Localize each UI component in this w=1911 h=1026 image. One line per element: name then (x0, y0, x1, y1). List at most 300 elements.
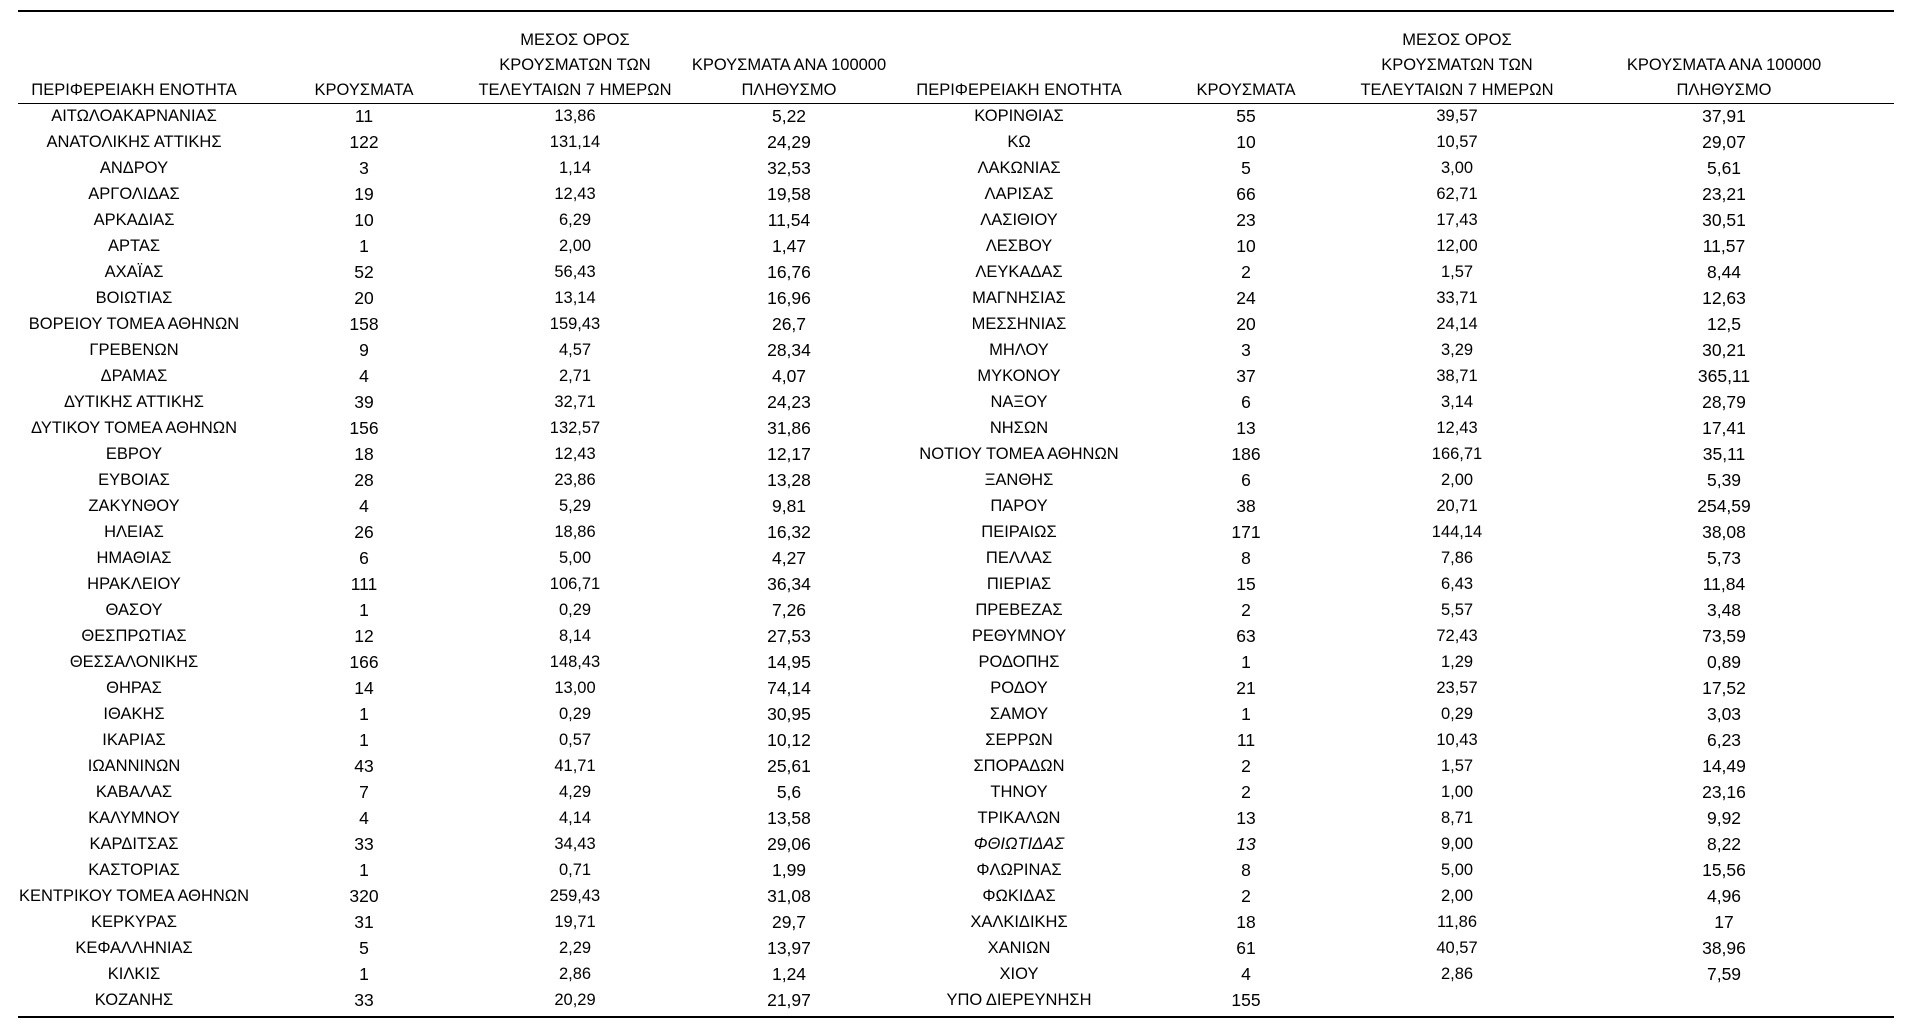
per100k-cell: 8,44 (1706, 262, 1742, 282)
per100k-cell: 0,89 (1706, 652, 1742, 672)
avg7-cell: 13,14 (554, 289, 596, 307)
per100k-cell: 37,91 (1702, 106, 1746, 126)
region-cell: ΚΑΒΑΛΑΣ (95, 783, 173, 801)
region-cell: ΒΟΡΕΙΟΥ ΤΟΜΕΑ ΑΘΗΝΩΝ (28, 315, 240, 333)
per100k-cell: 38,08 (1702, 522, 1746, 542)
region-cell: ΔΥΤΙΚΗΣ ΑΤΤΙΚΗΣ (64, 393, 204, 411)
per100k-cell: 10,12 (767, 730, 811, 750)
avg7-cell: 2,00 (1440, 471, 1474, 489)
per100k-cell: 3,48 (1706, 600, 1742, 620)
avg7-cell: 2,71 (558, 367, 592, 385)
region-cell: ΡΟΔΟΠΗΣ (978, 653, 1060, 671)
cases-cell: 15 (1236, 574, 1256, 594)
avg7-cell: 24,14 (1436, 315, 1478, 333)
per100k-cell: 25,61 (767, 756, 811, 776)
table-row (18, 337, 1894, 363)
cases-cell: 38 (1236, 496, 1256, 516)
per100k-cell: 29,07 (1702, 132, 1746, 152)
table-row (18, 441, 1894, 467)
cases-cell: 55 (1236, 106, 1256, 126)
avg7-cell: 9,00 (1440, 835, 1474, 853)
table-row (18, 857, 1894, 883)
avg7-cell: 11,86 (1436, 913, 1478, 931)
region-cell: ΑΡΚΑΔΙΑΣ (93, 211, 175, 229)
per100k-cell: 9,81 (771, 496, 807, 516)
cases-cell: 122 (349, 132, 379, 152)
cases-cell: 186 (1231, 444, 1261, 464)
region-cell: ΚΩ (1007, 133, 1031, 151)
avg7-cell: 56,43 (554, 263, 596, 281)
avg7-cell: 12,00 (1436, 237, 1478, 255)
per100k-cell: 365,11 (1697, 366, 1751, 386)
region-cell: ΚΕΝΤΡΙΚΟΥ ΤΟΜΕΑ ΑΘΗΝΩΝ (18, 887, 250, 905)
avg7-cell: 132,57 (549, 419, 601, 437)
cases-cell: 11 (354, 106, 374, 126)
per100k-cell: 5,61 (1706, 158, 1742, 178)
region-cell: ΤΗΝΟΥ (990, 783, 1048, 801)
avg7-cell: 0,29 (558, 601, 592, 619)
per100k-cell: 14,95 (767, 652, 811, 672)
region-cell: ΧΑΝΙΩΝ (987, 939, 1051, 957)
cases-header: ΚΡΟΥΣΜΑΤΑ (1196, 81, 1296, 99)
per100k-cell: 21,97 (767, 990, 811, 1010)
region-cell: ΡΟΔΟΥ (990, 679, 1048, 697)
region-cell: ΗΡΑΚΛΕΙΟΥ (87, 575, 181, 593)
avg7-cell: 39,57 (1436, 107, 1478, 125)
table-row (18, 623, 1894, 649)
cases-cell: 52 (354, 262, 374, 282)
avg7-cell: 1,57 (1440, 263, 1474, 281)
region-cell: ΛΑΡΙΣΑΣ (984, 185, 1054, 203)
per100k-cell: 73,59 (1702, 626, 1746, 646)
per100k-cell: 29,06 (767, 834, 811, 854)
avg7-cell: 12,43 (554, 185, 596, 203)
per100k-cell: 35,11 (1702, 444, 1746, 464)
table-row (18, 519, 1894, 545)
avg7-cell: 0,29 (1440, 705, 1474, 723)
cases-cell: 155 (1231, 990, 1261, 1010)
cases-cell: 24 (1236, 288, 1256, 308)
avg7-cell: 13,00 (554, 679, 596, 697)
per100k-cell: 24,23 (767, 392, 811, 412)
avg7-cell: 40,57 (1436, 939, 1478, 957)
top-rule (18, 10, 1894, 12)
per100k-cell: 31,86 (767, 418, 811, 438)
cases-cell: 5 (359, 938, 369, 958)
avg7-cell: 1,57 (1440, 757, 1474, 775)
cases-cell: 2 (1241, 886, 1251, 906)
avg7-cell: 3,00 (1440, 159, 1474, 177)
avg7-cell: 8,71 (1440, 809, 1474, 827)
table-row (18, 649, 1894, 675)
table-row (18, 805, 1894, 831)
cases-header: ΚΡΟΥΣΜΑΤΑ (314, 81, 414, 99)
region-cell: ΠΡΕΒΕΖΑΣ (975, 601, 1063, 619)
region-cell: ΤΡΙΚΑΛΩΝ (977, 809, 1061, 827)
region-cell: ΗΛΕΙΑΣ (104, 523, 164, 541)
table-row (18, 259, 1894, 285)
cases-cell: 1 (359, 730, 369, 750)
table-row (18, 493, 1894, 519)
region-cell: ΘΗΡΑΣ (106, 679, 162, 697)
per100k-cell: 28,34 (767, 340, 811, 360)
region-cell: ΦΩΚΙΔΑΣ (982, 887, 1056, 905)
per100k-cell: 36,34 (767, 574, 811, 594)
region-cell: ΥΠΟ ΔΙΕΡΕΥΝΗΣΗ (946, 991, 1092, 1009)
avg7-cell: 10,57 (1436, 133, 1478, 151)
avg7-cell: 3,14 (1440, 393, 1474, 411)
per100k-cell: 16,96 (767, 288, 811, 308)
region-cell: ΛΑΚΩΝΙΑΣ (977, 159, 1061, 177)
cases-cell: 21 (1236, 678, 1256, 698)
per100k-cell: 19,58 (767, 184, 811, 204)
per100k-cell: 38,96 (1702, 938, 1746, 958)
cases-cell: 20 (1236, 314, 1256, 334)
avg7-cell: 6,29 (558, 211, 592, 229)
cases-cell: 9 (359, 340, 369, 360)
table-row (18, 363, 1894, 389)
per100k-cell (1554, 987, 1894, 1013)
cases-cell: 31 (354, 912, 374, 932)
cases-cell: 5 (1241, 158, 1251, 178)
region-cell: ΛΑΣΙΘΙΟΥ (980, 211, 1058, 229)
cases-cell: 6 (1241, 392, 1251, 412)
per100k-header: ΚΡΟΥΣΜΑΤΑ ΑΝΑ 100000 ΠΛΗΘΥΣΜΟ (1626, 56, 1822, 99)
table-row (18, 285, 1894, 311)
avg7-cell: 62,71 (1436, 185, 1478, 203)
region-header: ΠΕΡΙΦΕΡΕΙΑΚΗ ΕΝΟΤΗΤΑ (31, 81, 237, 99)
avg7-cell: 144,14 (1431, 523, 1483, 541)
avg7-cell: 20,29 (554, 991, 596, 1009)
region-cell: ΛΕΥΚΑΔΑΣ (975, 263, 1063, 281)
table-row (18, 961, 1894, 987)
table-row (18, 311, 1894, 337)
per100k-cell: 254,59 (1697, 496, 1751, 516)
per100k-cell: 12,5 (1706, 314, 1742, 334)
cases-cell: 2 (1241, 782, 1251, 802)
avg7-cell: 159,43 (549, 315, 601, 333)
cases-cell: 13 (1236, 418, 1256, 438)
region-cell: ΔΥΤΙΚΟΥ ΤΟΜΕΑ ΑΘΗΝΩΝ (31, 419, 237, 437)
region-cell: ΕΥΒΟΙΑΣ (98, 471, 170, 489)
avg7-cell: 5,00 (558, 549, 592, 567)
avg7-cell: 3,29 (1440, 341, 1474, 359)
region-cell: ΕΒΡΟΥ (105, 445, 163, 463)
per100k-cell: 29,7 (771, 912, 807, 932)
cases-cell: 14 (354, 678, 374, 698)
per100k-cell: 16,32 (767, 522, 811, 542)
per100k-cell: 5,22 (771, 106, 807, 126)
cases-cell: 63 (1236, 626, 1256, 646)
per100k-cell: 26,7 (771, 314, 807, 334)
per100k-cell: 1,24 (771, 964, 807, 984)
region-cell: ΖΑΚΥΝΘΟΥ (88, 497, 180, 515)
per100k-cell: 74,14 (767, 678, 811, 698)
avg7-cell: 34,43 (554, 835, 596, 853)
cases-cell: 4 (359, 366, 369, 386)
region-cell: ΦΘΙΩΤΙΔΑΣ (973, 835, 1065, 853)
avg7-cell: 12,43 (554, 445, 596, 463)
per100k-cell: 9,92 (1706, 808, 1742, 828)
avg7-cell: 10,43 (1436, 731, 1478, 749)
cases-cell: 43 (354, 756, 374, 776)
per100k-cell: 5,73 (1706, 548, 1742, 568)
table-row (18, 883, 1894, 909)
region-cell: ΚΕΦΑΛΛΗΝΙΑΣ (75, 939, 193, 957)
per100k-cell: 17,41 (1702, 418, 1746, 438)
table-row (18, 155, 1894, 181)
avg7-cell: 5,29 (558, 497, 592, 515)
region-cell: ΑΡΤΑΣ (107, 237, 161, 255)
per100k-cell: 27,53 (767, 626, 811, 646)
cases-cell: 6 (1241, 470, 1251, 490)
avg7-cell: 4,57 (558, 341, 592, 359)
cases-cell: 158 (349, 314, 379, 334)
cases-cell: 171 (1231, 522, 1261, 542)
per100k-cell: 30,51 (1702, 210, 1746, 230)
bottom-rule (18, 1016, 1894, 1018)
cases-cell: 19 (354, 184, 374, 204)
per100k-cell: 11,57 (1702, 236, 1746, 256)
region-cell: ΑΧΑΪΑΣ (104, 263, 164, 281)
region-cell: ΣΠΟΡΑΔΩΝ (973, 757, 1065, 775)
cases-cell: 4 (359, 808, 369, 828)
avg7-cell: 17,43 (1436, 211, 1478, 229)
region-cell: ΦΛΩΡΙΝΑΣ (976, 861, 1062, 879)
region-cell: ΧΑΛΚΙΔΙΚΗΣ (970, 913, 1068, 931)
region-cell: ΘΕΣΠΡΩΤΙΑΣ (81, 627, 187, 645)
cases-cell: 156 (349, 418, 379, 438)
cases-cell: 166 (349, 652, 379, 672)
cases-cell: 4 (359, 496, 369, 516)
per100k-cell: 31,08 (767, 886, 811, 906)
avg7-cell: 5,57 (1440, 601, 1474, 619)
cases-cell: 11 (1236, 730, 1256, 750)
region-cell: ΚΙΛΚΙΣ (107, 965, 161, 983)
avg7-cell: 19,71 (554, 913, 596, 931)
per100k-cell: 24,29 (767, 132, 811, 152)
avg7-cell: 2,86 (558, 965, 592, 983)
avg7-cell: 8,14 (558, 627, 592, 645)
per100k-cell: 15,56 (1702, 860, 1746, 880)
table-body (18, 103, 1894, 1013)
table-row (18, 675, 1894, 701)
cases-cell: 1 (359, 236, 369, 256)
per100k-cell: 1,99 (771, 860, 807, 880)
avg7-cell: 4,14 (558, 809, 592, 827)
region-cell: ΧΙΟΥ (999, 965, 1039, 983)
avg7-cell: 166,71 (1431, 445, 1483, 463)
region-cell: ΔΡΑΜΑΣ (100, 367, 168, 385)
cases-cell: 33 (354, 834, 374, 854)
region-cell: ΠΕΙΡΑΙΩΣ (981, 523, 1057, 541)
cases-cell: 20 (354, 288, 374, 308)
per100k-cell: 13,28 (767, 470, 811, 490)
region-cell: ΜΗΛΟΥ (989, 341, 1049, 359)
avg7-cell: 148,43 (549, 653, 601, 671)
cases-cell: 18 (354, 444, 374, 464)
avg7-cell: 5,00 (1440, 861, 1474, 879)
avg7-cell: 1,00 (1440, 783, 1474, 801)
region-cell: ΙΚΑΡΙΑΣ (102, 731, 166, 749)
avg7-cell: 72,43 (1436, 627, 1478, 645)
cases-cell: 23 (1236, 210, 1256, 230)
per100k-cell: 4,07 (771, 366, 807, 386)
avg7-cell: 2,86 (1440, 965, 1474, 983)
avg7-cell: 1,29 (1440, 653, 1474, 671)
cases-cell: 3 (359, 158, 369, 178)
region-cell: ΠΕΛΛΑΣ (985, 549, 1053, 567)
per100k-cell: 5,6 (776, 782, 802, 802)
avg7-cell: 6,43 (1440, 575, 1474, 593)
table-row (18, 727, 1894, 753)
table-row (18, 909, 1894, 935)
avg7-cell: 12,43 (1436, 419, 1478, 437)
region-cell: ΗΜΑΘΙΑΣ (96, 549, 172, 567)
per100k-cell: 23,16 (1702, 782, 1746, 802)
per100k-cell: 17,52 (1702, 678, 1746, 698)
avg7-cell: 0,57 (558, 731, 592, 749)
cases-cell: 7 (359, 782, 369, 802)
cases-cell: 3 (1241, 340, 1251, 360)
per100k-cell: 6,23 (1706, 730, 1742, 750)
per100k-cell: 11,54 (767, 210, 811, 230)
region-cell: ΝΑΞΟΥ (990, 393, 1048, 411)
per100k-cell: 30,21 (1702, 340, 1746, 360)
per100k-cell: 32,53 (767, 158, 811, 178)
table-row (18, 389, 1894, 415)
cases-cell: 6 (359, 548, 369, 568)
table-row (18, 597, 1894, 623)
region-cell: ΒΟΙΩΤΙΑΣ (95, 289, 173, 307)
table-row (18, 987, 1894, 1013)
avg7-cell: 0,71 (558, 861, 592, 879)
cases-cell: 28 (354, 470, 374, 490)
region-cell: ΑΙΤΩΛΟΑΚΑΡΝΑΝΙΑΣ (51, 107, 217, 125)
region-cell: ΣΑΜΟΥ (989, 705, 1049, 723)
per100k-cell: 13,58 (767, 808, 811, 828)
cases-cell: 1 (359, 704, 369, 724)
avg7-cell: 23,86 (554, 471, 596, 489)
region-cell: ΚΕΡΚΥΡΑΣ (90, 913, 177, 931)
per100k-cell: 23,21 (1702, 184, 1746, 204)
region-cell: ΚΑΣΤΟΡΙΑΣ (88, 861, 180, 879)
table-row (18, 779, 1894, 805)
region-cell: ΘΕΣΣΑΛΟΝΙΚΗΣ (69, 653, 199, 671)
per100k-cell: 13,97 (767, 938, 811, 958)
header-row (18, 28, 1894, 103)
per100k-cell: 17 (1714, 912, 1734, 932)
avg7-cell: 4,29 (558, 783, 592, 801)
region-cell: ΛΕΣΒΟΥ (985, 237, 1053, 255)
cases-cell: 1 (1241, 704, 1251, 724)
per100k-cell: 11,84 (1702, 574, 1746, 594)
region-cell: ΓΡΕΒΕΝΩΝ (89, 341, 179, 359)
cases-cell: 2 (1241, 600, 1251, 620)
cases-cell: 1 (359, 964, 369, 984)
avg7-cell: 7,86 (1440, 549, 1474, 567)
region-cell: ΚΟΖΑΝΗΣ (94, 991, 174, 1009)
cases-cell: 1 (359, 600, 369, 620)
avg7-cell: 20,71 (1436, 497, 1478, 515)
avg7-cell: 41,71 (554, 757, 596, 775)
cases-cell: 66 (1236, 184, 1256, 204)
per100k-cell: 4,96 (1706, 886, 1742, 906)
cases-cell: 8 (1241, 548, 1251, 568)
avg7-cell: 259,43 (549, 887, 601, 905)
per100k-cell: 16,76 (767, 262, 811, 282)
table-row (18, 181, 1894, 207)
region-cell: ΜΕΣΣΗΝΙΑΣ (971, 315, 1067, 333)
avg7-cell: 106,71 (549, 575, 601, 593)
cases-cell: 26 (354, 522, 374, 542)
region-cell: ΠΑΡΟΥ (990, 497, 1048, 515)
cases-cell: 13 (1236, 834, 1256, 854)
per100k-cell: 7,26 (771, 600, 807, 620)
avg7-cell: 131,14 (549, 133, 601, 151)
cases-cell: 10 (1236, 132, 1256, 152)
avg7-cell (1360, 987, 1554, 1013)
per100k-cell: 30,95 (767, 704, 811, 724)
table-row (18, 571, 1894, 597)
region-cell: ΣΕΡΡΩΝ (985, 731, 1053, 749)
avg7-cell: 1,14 (558, 159, 592, 177)
table-row (18, 103, 1894, 129)
table-row (18, 233, 1894, 259)
table-row (18, 545, 1894, 571)
region-header: ΠΕΡΙΦΕΡΕΙΑΚΗ ΕΝΟΤΗΤΑ (916, 81, 1122, 99)
cases-cell: 2 (1241, 262, 1251, 282)
avg7-header: ΜΕΣΟΣ ΟΡΟΣ ΚΡΟΥΣΜΑΤΩΝ ΤΩΝ ΤΕΛΕΥΤΑΙΩΝ 7 ΗΜΕΡΩΝ (1360, 31, 1554, 99)
cases-cell: 39 (354, 392, 374, 412)
cases-cell: 18 (1236, 912, 1256, 932)
cases-cell: 33 (354, 990, 374, 1010)
per100k-cell: 1,47 (771, 236, 807, 256)
region-cell: ΝΟΤΙΟΥ ΤΟΜΕΑ ΑΘΗΝΩΝ (919, 445, 1119, 463)
region-cell: ΜΥΚΟΝΟΥ (977, 367, 1061, 385)
cases-cell: 8 (1241, 860, 1251, 880)
cases-cell: 1 (359, 860, 369, 880)
cases-cell: 111 (350, 574, 378, 594)
avg7-cell: 0,29 (558, 705, 592, 723)
table-row (18, 831, 1894, 857)
cases-cell: 37 (1236, 366, 1256, 386)
per100k-cell: 3,03 (1706, 704, 1742, 724)
per100k-cell: 7,59 (1706, 964, 1742, 984)
avg7-cell: 18,86 (554, 523, 596, 541)
table-header (18, 28, 1894, 103)
region-cell: ΑΝΔΡΟΥ (99, 159, 169, 177)
avg7-header: ΜΕΣΟΣ ΟΡΟΣ ΚΡΟΥΣΜΑΤΩΝ ΤΩΝ ΤΕΛΕΥΤΑΙΩΝ 7 ΗΜΕΡΩΝ (478, 31, 672, 99)
cases-cell: 4 (1241, 964, 1251, 984)
per100k-cell: 5,39 (1706, 470, 1742, 490)
cases-cell: 61 (1236, 938, 1256, 958)
per100k-cell: 28,79 (1702, 392, 1746, 412)
avg7-cell: 2,00 (1440, 887, 1474, 905)
region-cell: ΡΕΘΥΜΝΟΥ (971, 627, 1067, 645)
table-row (18, 129, 1894, 155)
cases-table (18, 28, 1894, 1013)
cases-cell: 2 (1241, 756, 1251, 776)
region-cell: ΑΝΑΤΟΛΙΚΗΣ ΑΤΤΙΚΗΣ (46, 133, 222, 151)
region-cell: ΞΑΝΘΗΣ (984, 471, 1054, 489)
per100k-cell: 8,22 (1706, 834, 1742, 854)
avg7-cell: 2,29 (558, 939, 592, 957)
per100k-cell: 4,27 (771, 548, 807, 568)
region-cell: ΘΑΣΟΥ (105, 601, 163, 619)
per100k-cell: 12,63 (1702, 288, 1746, 308)
region-cell: ΜΑΓΝΗΣΙΑΣ (972, 289, 1066, 307)
